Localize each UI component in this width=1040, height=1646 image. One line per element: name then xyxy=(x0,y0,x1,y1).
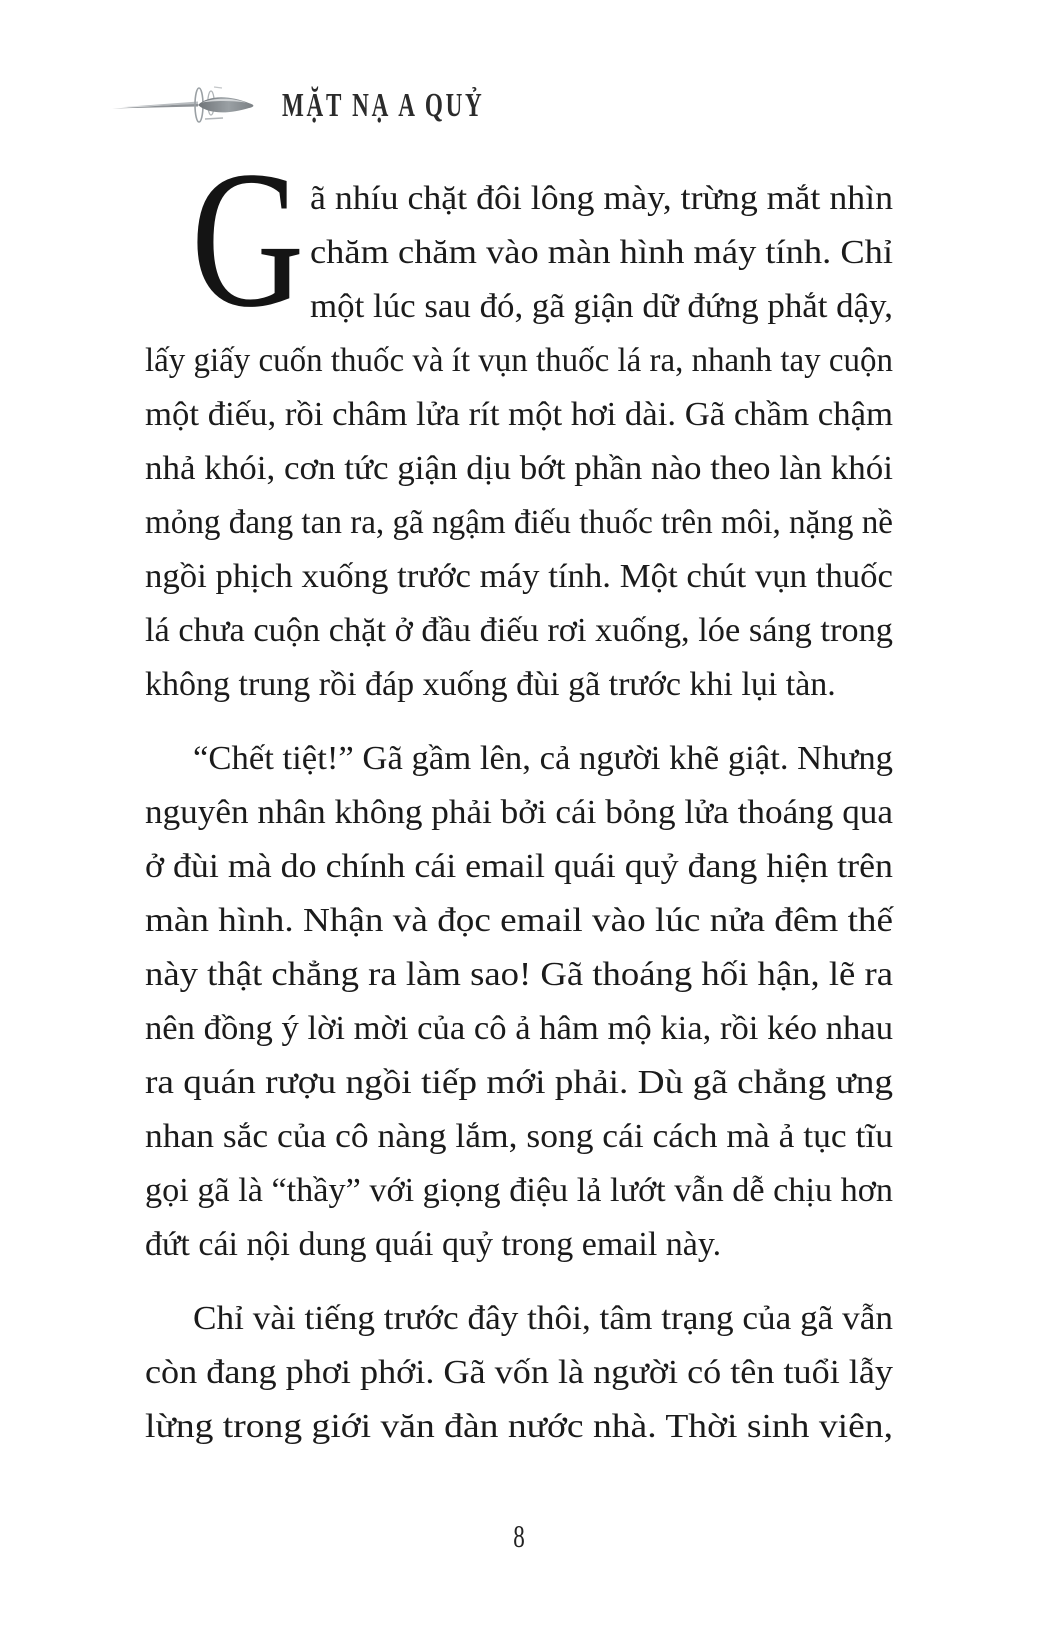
text-line xyxy=(145,1400,893,1454)
page-footer xyxy=(145,1518,893,1554)
text-line xyxy=(145,786,893,840)
text-line-content: đứt cái nội dung quái quỷ trong email này. xyxy=(145,1226,722,1263)
text-line xyxy=(145,388,893,442)
text-line-content: nhan sắc của cô nàng lắm, song cái cách mà ả tục tĩu xyxy=(145,1118,893,1155)
drop-cap-letter: G xyxy=(191,131,305,348)
text-line xyxy=(145,1164,893,1218)
paragraph xyxy=(145,1292,893,1454)
text-line-content: không trung rồi đáp xuống đùi gã trước khi lụi tàn. xyxy=(145,666,836,703)
text-line-content: nhả khói, cơn tức giận dịu bớt phần nào theo làn khói xyxy=(145,450,894,487)
running-title: MẶT NẠ A QUỶ xyxy=(282,87,485,124)
text-line-content: mỏng đang tan ra, gã ngậm điếu thuốc trên môi, nặng nề xyxy=(145,504,893,541)
text-line-content: lấy giấy cuốn thuốc và ít vụn thuốc lá ra, nhanh tay cuộn xyxy=(145,342,893,379)
text-line-content: ở đùi mà do chính cái email quái quỷ đang hiện trên xyxy=(145,848,893,885)
fountain-pen-icon xyxy=(110,78,260,134)
paragraph xyxy=(145,732,893,1272)
text-line xyxy=(310,172,893,226)
text-line-content: gọi gã là “thầy” với giọng điệu lả lướt vẫn dễ chịu hơn xyxy=(145,1172,893,1209)
paragraph xyxy=(145,131,894,712)
text-line xyxy=(145,840,893,894)
text-line xyxy=(145,550,893,604)
text-line xyxy=(145,658,893,712)
text-line xyxy=(310,226,893,280)
text-line xyxy=(145,948,893,1002)
text-line-content: nguyên nhân không phải bởi cái bỏng lửa thoáng qua xyxy=(145,794,893,831)
text-line xyxy=(145,1110,893,1164)
text-line-content: này thật chẳng ra làm sao! Gã thoáng hối hận, lẽ ra xyxy=(145,956,893,993)
page-header xyxy=(110,78,580,134)
text-line xyxy=(145,1002,893,1056)
text-line-content: màn hình. Nhận và đọc email vào lúc nửa đêm thế xyxy=(145,902,893,939)
drop-cap xyxy=(145,131,310,348)
page-number: 8 xyxy=(513,1518,525,1554)
text-line-content: ã nhíu chặt đôi lông mày, trừng mắt nhìn xyxy=(310,180,893,217)
text-line-content: chăm chăm vào màn hình máy tính. Chỉ xyxy=(310,234,893,271)
text-line xyxy=(145,604,893,658)
text-line-content: Chỉ vài tiếng trước đây thôi, tâm trạng của gã vẫn xyxy=(193,1300,893,1337)
text-line xyxy=(310,280,893,334)
text-line-content: còn đang phơi phới. Gã vốn là người có tên tuổi lẫy xyxy=(145,1354,893,1391)
text-line xyxy=(145,442,893,496)
text-line-content: một lúc sau đó, gã giận dữ đứng phắt dậy, xyxy=(310,288,893,325)
text-line xyxy=(145,894,893,948)
text-line xyxy=(145,732,893,786)
text-line-content: một điếu, rồi châm lửa rít một hơi dài. Gã chầm chậm xyxy=(145,396,893,433)
text-line xyxy=(145,1056,893,1110)
text-line-content: lừng trong giới văn đàn nước nhà. Thời sinh viên, xyxy=(145,1408,893,1445)
text-line xyxy=(145,1346,893,1400)
text-line-content: nên đồng ý lời mời của cô ả hâm mộ kia, rồi kéo nhau xyxy=(145,1010,893,1047)
text-line xyxy=(145,1218,893,1272)
text-line xyxy=(145,1292,893,1346)
text-line-content: lá chưa cuộn chặt ở đầu điếu rơi xuống, lóe sáng trong xyxy=(145,612,893,649)
text-line-content: “Chết tiệt!” Gã gầm lên, cả người khẽ giật. Nhưng xyxy=(193,740,893,777)
text-line xyxy=(145,334,893,388)
page-body xyxy=(145,131,894,1454)
text-line xyxy=(145,496,893,550)
text-line-content: ra quán rượu ngồi tiếp mới phải. Dù gã chẳng ưng xyxy=(145,1064,893,1101)
text-line-content: ngồi phịch xuống trước máy tính. Một chút vụn thuốc xyxy=(145,558,893,595)
